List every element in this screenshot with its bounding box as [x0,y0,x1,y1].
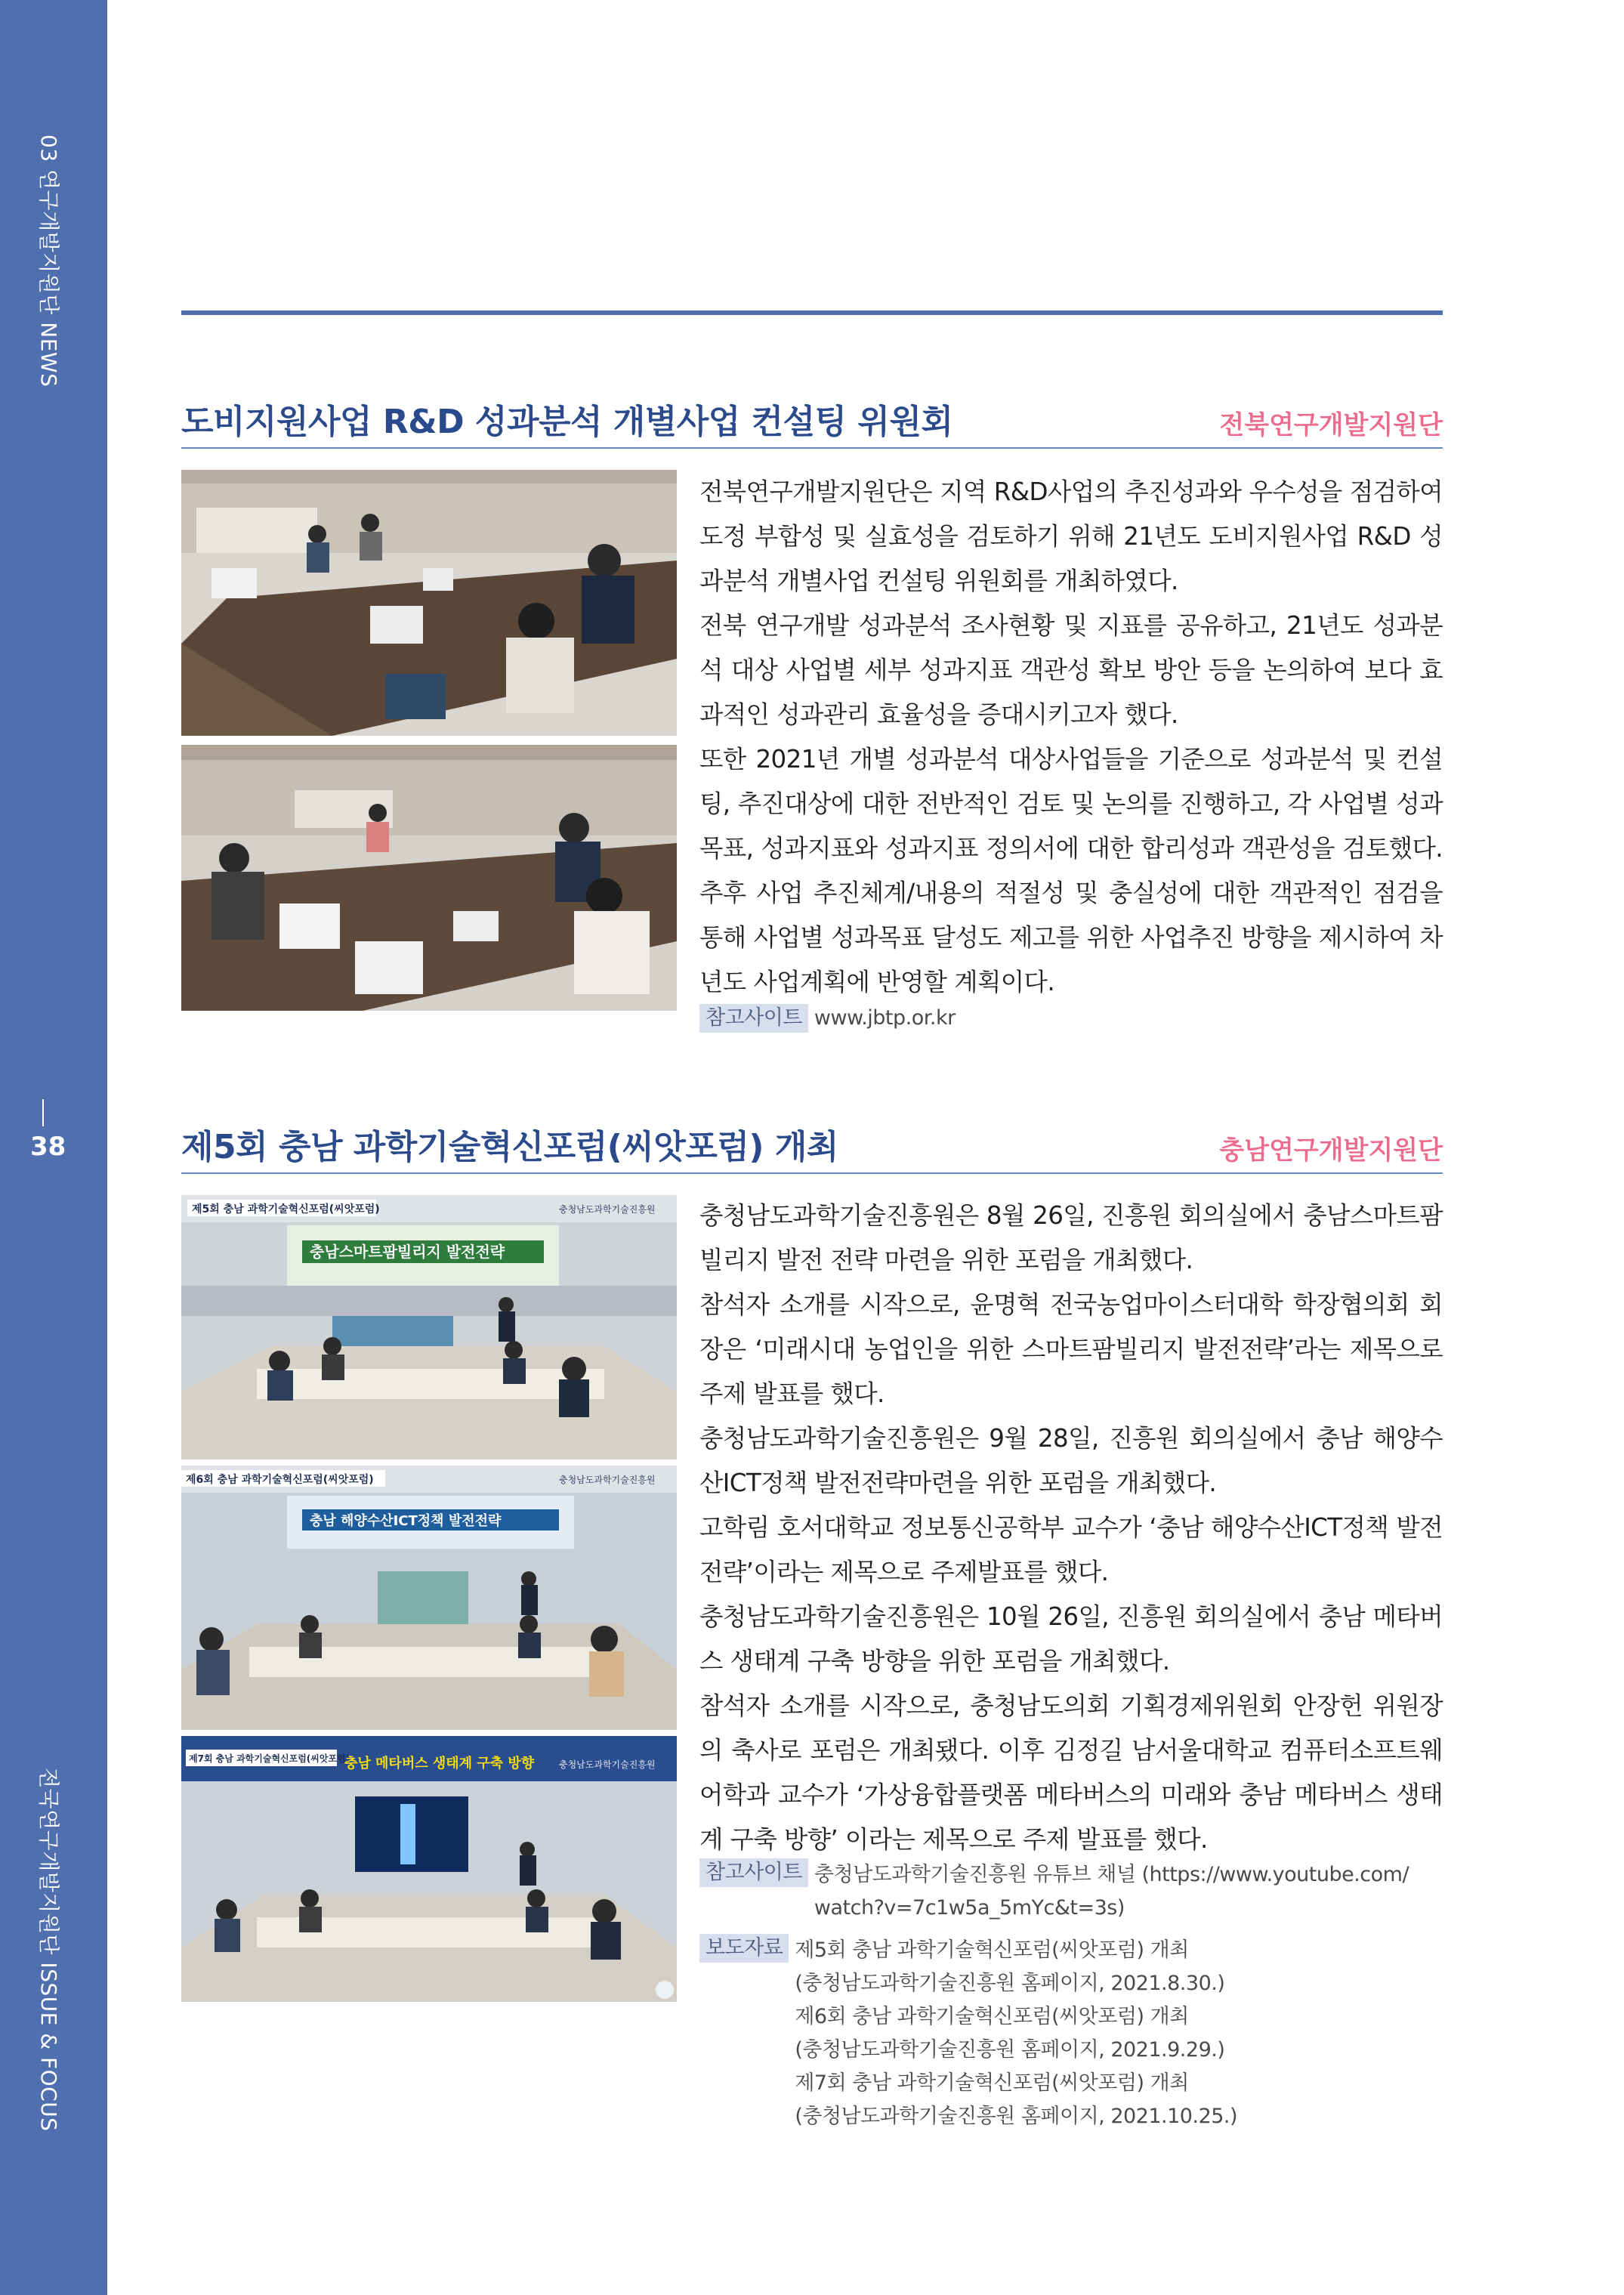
article-header [181,1118,1443,1174]
article-chungnam [181,1118,1443,2128]
reference-tag: 참고사이트 [699,1858,808,1887]
forum-photo [181,1466,677,1730]
meeting-photo [181,745,677,1011]
article-organization: 전북연구개발지원단 [1219,410,1443,440]
publication-label: 전국연구개발지원단 ISSUE & FOCUS [36,1768,61,2132]
photo-screen-title: 충남 해양수산ICT정책 발전전략 [310,1513,502,1529]
press-line: (충청남도과학기술진흥원 홈페이지, 2021.9.29.) [795,2038,1225,2062]
paragraph: 참석자 소개를 시작으로, 충청남도의회 기획경제위원회 안장헌 위원장의 축사로 포럼은 개최됐다. 이후 김정길 남서울대학교 컴퓨터소프트웨어학과 교수가 ‘가상융합플랫폼 메타버스의 미래와 충남 메타버스 생태계 구축 방향’ 이라는 제목으로 주제 발표를 했다. [699,1691,1443,1854]
photo-screen-title: 충남 메타버스 생태계 구축 방향 [344,1756,535,1771]
article-jeonbuk [181,393,1443,1030]
paragraph: 충청남도과학기술진흥원은 10월 26일, 진흥원 회의실에서 충남 메타버스 생태계 구축 방향을 위한 포럼을 개최했다. [699,1602,1443,1676]
press-line: (충청남도과학기술진흥원 홈페이지, 2021.10.25.) [795,2105,1238,2128]
article-header [181,393,1443,449]
press-tag: 보도자료 [699,1934,789,1963]
paragraph: 충청남도과학기술진흥원은 9월 28일, 진흥원 회의실에서 충남 해양수산ICT정책 발전전략마련을 위한 포럼을 개최했다. [699,1424,1443,1497]
press-line: 제7회 충남 과학기술혁신포럼(씨앗포럼) 개최 [795,2071,1189,2095]
article-title: 도비지원사업 R&D 성과분석 개별사업 컨설팅 위원회 [181,403,953,441]
reference-site [699,1002,1443,1035]
reference-tag: 참고사이트 [699,1004,808,1033]
paragraph: 고학림 호서대학교 정보통신공학부 교수가 ‘충남 해양수산ICT정책 발전전략’이라는 제목으로 주제발표를 했다. [699,1513,1443,1586]
forum-photo [181,1195,677,1459]
article-title: 제5회 충남 과학기술혁신포럼(씨앗포럼) 개최 [181,1128,838,1166]
photo-banner: 제7회 충남 과학기술혁신포럼(씨앗포럼) [189,1753,350,1764]
press-release [699,1934,1443,2133]
photo-logo: 충청남도과학기술진흥원 [559,1759,656,1770]
photo-banner: 제5회 충남 과학기술혁신포럼(씨앗포럼) [192,1203,380,1215]
article-organization: 충남연구개발지원단 [1219,1135,1443,1166]
paragraph: 전북연구개발지원단은 지역 R&D사업의 추진성과와 우수성을 점검하여 도정 부합성 및 실효성을 검토하기 위해 21년도 도비지원사업 R&D 성과분석 개별사업 컨설팅 위원회를 개최하였다. [699,477,1443,595]
article-body [699,1194,1443,1862]
photo-screen-title: 충남스마트팜빌리지 발전전략 [310,1243,505,1261]
reference-link[interactable]: www.jbtp.or.kr [814,1006,956,1030]
reference-site [699,1858,1443,1925]
paragraph: 참석자 소개를 시작으로, 윤명혁 전국농업마이스터대학 학장협의회 회장은 ‘미래시대 농업인을 위한 스마트팜빌리지 발전전략’라는 제목으로 주제 발표를 했다. [699,1290,1443,1408]
section-label: 03 연구개발지원단 NEWS [36,134,61,388]
photo-logo: 충청남도과학기술진흥원 [559,1204,656,1215]
paragraph: 또한 2021년 개별 성과분석 대상사업들을 기준으로 성과분석 및 컨설팅, 추진대상에 대한 전반적인 검토 및 논의를 진행하고, 각 사업별 성과목표, 성과지표와 성과지표 정의서에 대한 합리성과 객관성을 검토했다. 추후 사업 추진체계/내용의 적절성 및 충실성에 대한 객관적인 점검을 통해 사업별 성과목표 달성도 제고를 위한 사업추진 방향을 제시하여 차년도 사업계획에 반영할 계획이다. [699,745,1443,996]
press-list [795,1934,1237,2133]
top-divider [181,310,1443,315]
press-line: (충청남도과학기술진흥원 홈페이지, 2021.8.30.) [795,1972,1225,1995]
meeting-photo [181,470,677,736]
photo-logo: 충청남도과학기술진흥원 [559,1475,656,1485]
article-body [699,470,1443,1005]
paragraph: 전북 연구개발 성과분석 조사현황 및 지표를 공유하고, 21년도 성과분석 대상 사업별 세부 성과지표 객관성 확보 방안 등을 논의하여 보다 효과적인 성과관리 효율성을 증대시키고자 했다. [699,611,1443,729]
press-line: 제6회 충남 과학기술혁신포럼(씨앗포럼) 개최 [795,2005,1189,2028]
reference-link[interactable] [814,1858,1409,1925]
page-number-tick [42,1099,44,1126]
photo-banner: 제6회 충남 과학기술혁신포럼(씨앗포럼) [186,1474,374,1486]
paragraph: 충청남도과학기술진흥원은 8월 26일, 진흥원 회의실에서 충남스마트팜빌리지 발전 전략 마련을 위한 포럼을 개최했다. [699,1201,1443,1274]
page-number: 38 [30,1132,66,1162]
reference-line: watch?v=7c1w5a_5mYc&t=3s) [814,1896,1125,1920]
reference-line: 충청남도과학기술진흥원 유튜브 채널 (https://www.youtube.com/ [814,1863,1409,1886]
press-line: 제5회 충남 과학기술혁신포럼(씨앗포럼) 개최 [795,1938,1189,1962]
left-sidebar-band [0,0,107,2295]
forum-photo [181,1736,677,2002]
